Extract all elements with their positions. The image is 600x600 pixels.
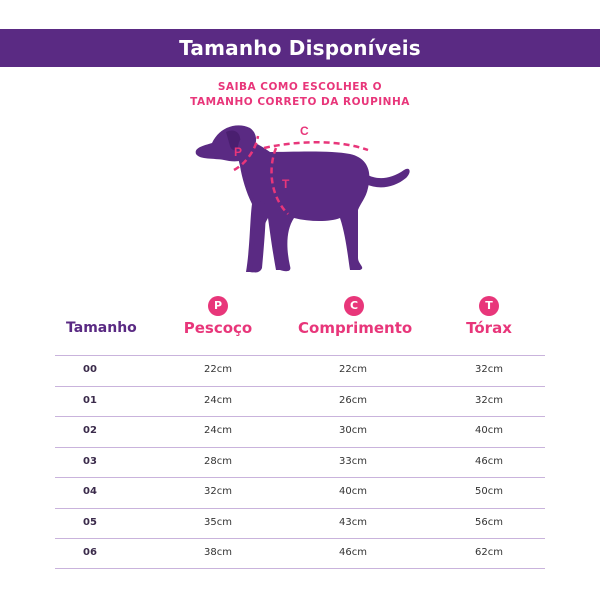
cell-comprimento: 43cm [339,516,367,528]
cell-comprimento: 46cm [339,547,367,558]
table-row [55,416,545,447]
dog-measurement-diagram [190,118,420,278]
table-row [55,355,545,386]
cell-pescoco: 22cm [204,364,232,375]
subtitle-line-2: TAMANHO CORRETO DA ROUPINHA [190,96,410,108]
cell-comprimento: 26cm [339,394,367,406]
diagram-label-c: C [300,124,309,138]
cell-size: 04 [83,486,97,497]
cell-comprimento: 22cm [339,364,367,375]
cell-pescoco: 32cm [204,486,232,497]
cell-comprimento: 33cm [339,455,367,467]
cell-torax: 50cm [475,486,503,497]
cell-torax: 56cm [475,516,503,528]
cell-size: 03 [83,455,97,467]
cell-pescoco: 28cm [204,455,232,467]
badge-c: C [344,296,364,316]
cell-pescoco: 24cm [204,394,232,406]
cell-torax: 46cm [475,455,503,467]
cell-pescoco: 35cm [204,516,232,528]
column-label-pescoco: Pescoço [183,319,253,337]
cell-size: 02 [83,425,97,436]
size-column-header: Tamanho [66,320,137,336]
cell-size: 00 [83,364,97,375]
column-label-comprimento: Comprimento [298,319,413,337]
cell-pescoco: 24cm [204,425,232,436]
badge-t: T [479,296,499,316]
column-header-pescoco [178,296,258,337]
cell-pescoco: 38cm [204,547,232,558]
length-measure-line [264,142,368,150]
column-label-torax: Tórax [466,319,512,337]
table-row [55,386,545,417]
column-header-comprimento [298,296,413,337]
subtitle [0,80,600,110]
cell-size: 05 [83,516,97,528]
column-header-torax [459,296,519,337]
table-row [55,447,545,478]
table-row [55,538,545,569]
cell-comprimento: 40cm [339,486,367,497]
table-row [55,477,545,508]
cell-torax: 62cm [475,547,503,558]
cell-size: 01 [83,394,97,406]
badge-p: P [208,296,228,316]
cell-torax: 40cm [475,425,503,436]
cell-torax: 32cm [475,364,503,375]
subtitle-line-1: SAIBA COMO ESCOLHER O [217,81,383,93]
cell-comprimento: 30cm [339,425,367,436]
dog-silhouette-icon [196,125,410,272]
size-table [55,355,545,569]
cell-size: 06 [83,547,97,558]
page-title: Tamanho Disponíveis [179,36,421,60]
cell-torax: 32cm [475,394,503,406]
diagram-label-t: T [282,177,290,191]
header-banner [0,29,600,67]
diagram-label-p: P [234,145,243,159]
table-row [55,508,545,539]
